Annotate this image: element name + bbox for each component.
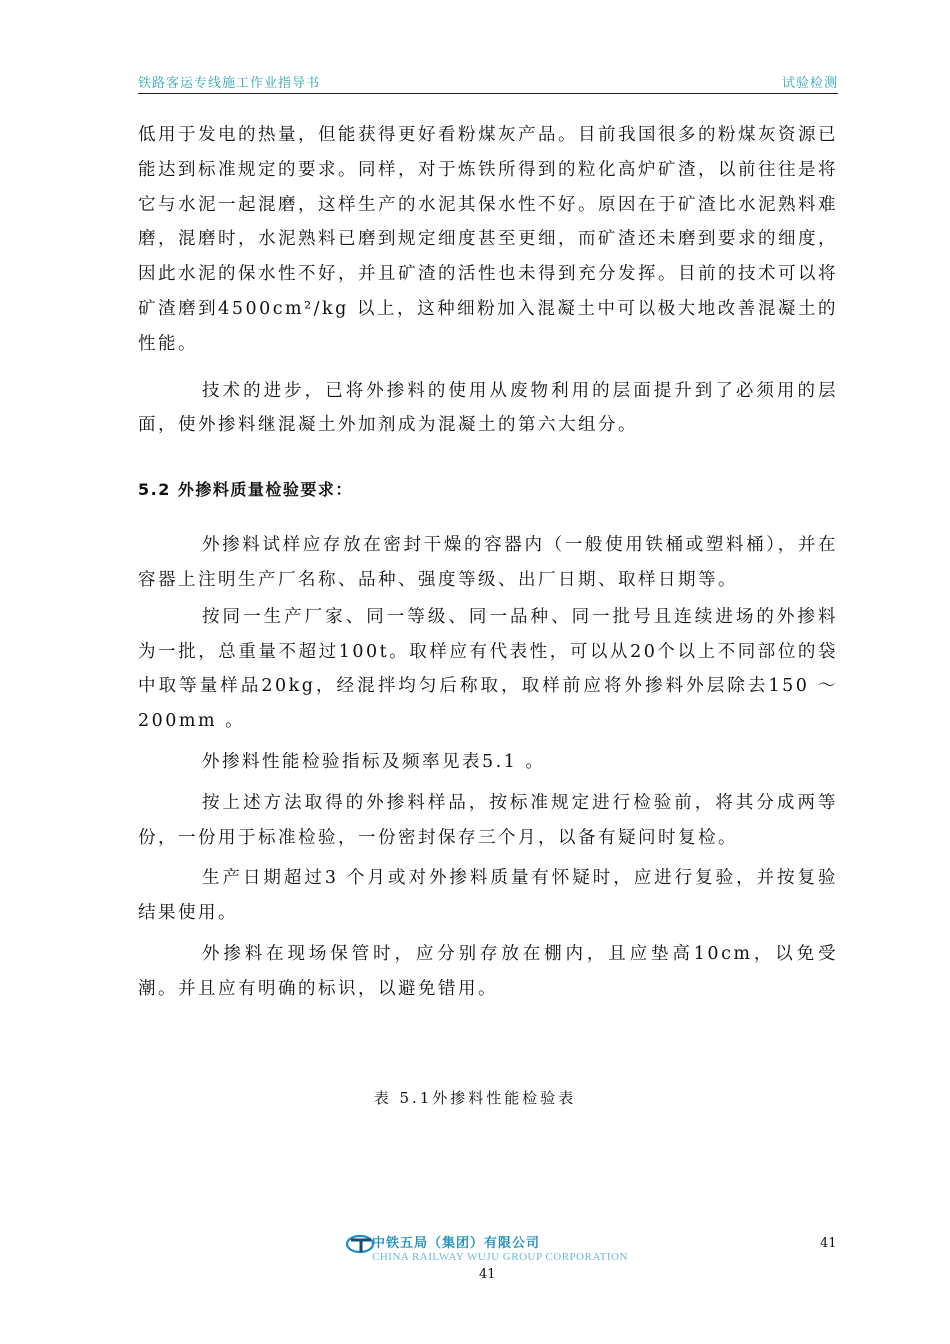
footer-company-cn: 中铁五局（集团）有限公司 <box>372 1236 541 1251</box>
table-caption: 表 5.1外掺料性能检验表 <box>373 1089 577 1107</box>
page-header <box>138 72 838 94</box>
page-number-center: 41 <box>479 1267 496 1282</box>
paragraph-5: 外掺料性能检验指标及频率见表5.1 。 <box>202 751 546 772</box>
paragraph-7: 生产日期超过3 个月或对外掺料质量有怀疑时，应进行复验，并按复验结果使用。 <box>138 868 838 924</box>
header-section: 试验检测 <box>781 76 838 91</box>
paragraph-4: 按同一生产厂家、同一等级、同一品种、同一批号且连续进场的外掺料为一批，总重量不超过100t。取样应有代表性，可以从20个以上不同部位的袋中取等量样品20kg，经混拌均匀后称取，取样前应将外掺料外层除去150 ～200mm 。 <box>138 606 838 732</box>
paragraph-1: 低用于发电的热量，但能获得更好看粉煤灰产品。目前我国很多的粉煤灰资源已能达到标准规定的要求。同样，对于炼铁所得到的粒化高炉矿渣，以前往往是将它与水泥一起混磨，这样生产的水泥其保水性不好。原因在于矿渣比水泥熟料难磨，混磨时，水泥熟料已磨到规定细度甚至更细，而矿渣还未磨到要求的细度，因此水泥的保水性不好，并且矿渣的活性也未得到充分发挥。目前的技术可以将矿渣磨到4500cm²/kg 以上，这种细粉加入混凝土中可以极大地改善混凝土的性能。 <box>138 125 838 354</box>
page-number-right: 41 <box>820 1236 837 1251</box>
body-text <box>138 118 838 1007</box>
paragraph-8: 外掺料在现场保管时，应分别存放在棚内，且应垫高10cm，以免受潮。并且应有明确的标识，以避免错用。 <box>138 943 838 999</box>
section-heading: 5.2 外掺料质量检验要求： <box>138 480 353 500</box>
header-title: 铁路客运专线施工作业指导书 <box>138 76 321 91</box>
header-divider <box>138 93 838 94</box>
paragraph-2: 技术的进步，已将外掺料的使用从废物利用的层面提升到了必须用的层面，使外掺料继混凝土外加剂成为混凝土的第六大组分。 <box>138 380 838 436</box>
paragraph-3: 外掺料试样应存放在密封干燥的容器内（一般使用铁桶或塑料桶），并在容器上注明生产厂名称、品种、强度等级、出厂日期、取样日期等。 <box>138 535 838 590</box>
footer-company-en: CHINA RAILWAY WUJU GROUP CORPORATION <box>372 1251 628 1263</box>
paragraph-6: 按上述方法取得的外掺料样品，按标准规定进行检验前，将其分成两等份，一份用于标准检验，一份密封保存三个月，以备有疑问时复检。 <box>138 792 838 848</box>
